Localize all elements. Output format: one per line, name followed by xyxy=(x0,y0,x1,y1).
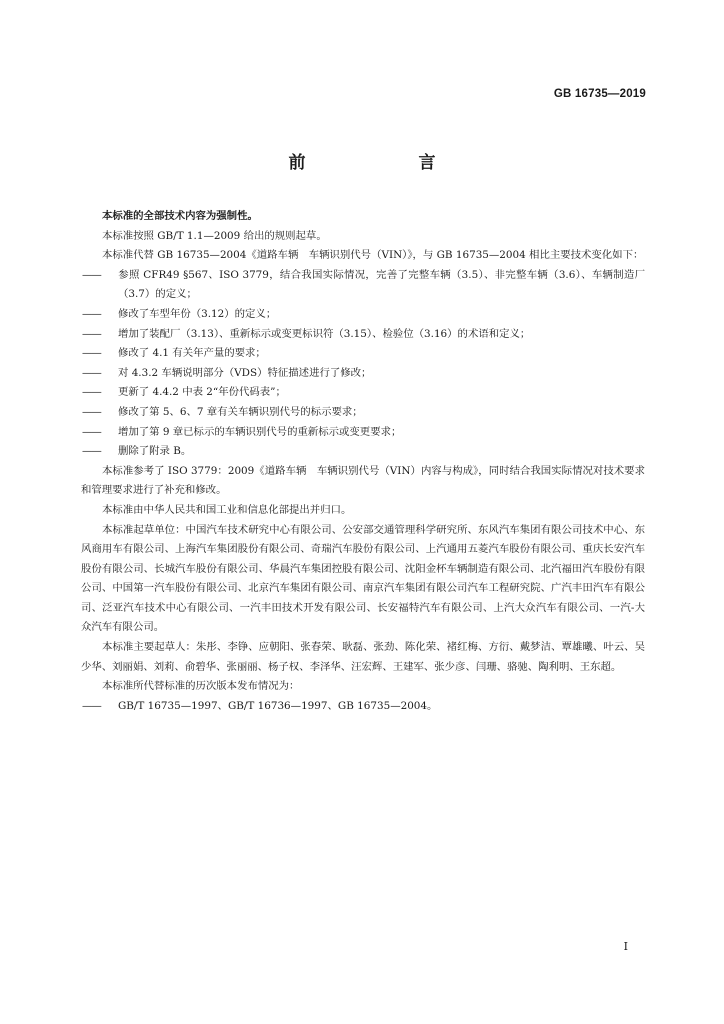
proposer-paragraph: 本标准由中华人民共和国工业和信息化部提出并归口。 xyxy=(102,503,352,516)
change-item xyxy=(81,364,645,384)
page-number: I xyxy=(623,940,628,953)
change-item xyxy=(81,442,645,462)
change-item-text: 增加了装配厂（3.13）、重新标示或变更标识符（3.15）、检验位（3.16）的术语和定义； xyxy=(118,327,531,340)
drafters-paragraph: 本标准主要起草人：朱彤、李铮、应朝阳、张春荣、耿磊、张劲、陈化荣、褚红梅、方衍、戴梦洁、覃雄曦、叶云、吴少华、刘丽娟、刘莉、俞碧华、张丽丽、杨子权、李泽华、汪宏辉、王建军、张少彦、闫珊、骆驰、陶利明、王东超。 xyxy=(81,641,645,673)
drafting-rules-paragraph: 本标准按照 GB/T 1.1—2009 给出的规则起草。 xyxy=(102,229,327,242)
history-item xyxy=(81,697,645,717)
change-item xyxy=(81,325,645,345)
change-item-text: 修改了 4.1 有关年产量的要求； xyxy=(118,347,266,360)
change-item xyxy=(81,344,645,364)
dash-marker: —— xyxy=(82,307,101,320)
dash-marker: —— xyxy=(82,386,101,399)
mandatory-statement: 本标准的全部技术内容为强制性。 xyxy=(102,210,258,222)
change-item-text: 修改了第 5、6、7 章有关车辆识别代号的标示要求； xyxy=(118,405,363,418)
change-item-text: 修改了车型年份（3.12）的定义； xyxy=(118,307,277,320)
change-item xyxy=(81,423,645,443)
dash-marker: —— xyxy=(82,699,101,712)
history-intro-paragraph: 本标准所代替标准的历次版本发布情况为： xyxy=(102,680,300,693)
change-item xyxy=(81,305,645,325)
page-title: 前 言 xyxy=(288,153,484,173)
standard-code: GB 16735—2019 xyxy=(553,88,646,100)
change-item-text: 参照 CFR49 §567、ISO 3779，结合我国实际情况，完善了完整车辆（3.5）、非完整车辆（3.6）、车辆制造厂（3.7）的定义； xyxy=(118,268,645,301)
change-item-text: 更新了 4.4.2 中表 2“年份代码表”； xyxy=(118,386,286,399)
reference-paragraph: 本标准参考了 ISO 3779：2009《道路车辆 车辆识别代号（VIN）内容与构成》，同时结合我国实际情况对技术要求和管理要求进行了补充和修改。 xyxy=(81,464,645,497)
dash-marker: —— xyxy=(82,268,101,281)
replacement-paragraph: 本标准代替 GB 16735—2004《道路车辆 车辆识别代号（VIN）》，与 GB 16735—2004 相比主要技术变化如下： xyxy=(102,249,644,262)
change-item xyxy=(81,266,645,305)
dash-marker: —— xyxy=(82,327,101,340)
change-item-text: 对 4.3.2 车辆说明部分（VDS）特征描述进行了修改； xyxy=(118,366,372,379)
change-item xyxy=(81,383,645,403)
change-item-text: 增加了第 9 章已标示的车辆识别代号的重新标示或变更要求； xyxy=(118,425,402,438)
dash-marker: —— xyxy=(82,445,101,458)
history-item-text: GB/T 16735—1997、GB/T 16736—1997、GB 16735—2004。 xyxy=(118,699,438,712)
dash-marker: —— xyxy=(82,425,101,438)
foreword-body xyxy=(81,207,645,716)
dash-marker: —— xyxy=(82,366,101,379)
change-item xyxy=(81,403,645,423)
dash-marker: —— xyxy=(82,347,101,360)
drafting-units-paragraph: 本标准起草单位：中国汽车技术研究中心有限公司、公安部交通管理科学研究所、东风汽车集团有限公司技术中心、东风商用车有限公司、上海汽车集团股份有限公司、奇瑞汽车股份有限公司、上汽通用五菱汽车股份有限公司、重庆长安汽车股份有限公司、长城汽车股份有限公司、华晨汽车集团控股有限公司、沈阳金杯车辆制造有限公司、北汽福田汽车股份有限公司、中国第一汽车股份有限公司、北京汽车集团有限公司、南京汽车集团有限公司汽车工程研究院、广汽丰田汽车有限公司、泛亚汽车技术中心有限公司、一汽丰田技术开发有限公司、长安福特汽车有限公司、上汽大众汽车有限公司、一汽-大众汽车有限公司。 xyxy=(81,523,645,634)
change-item-text: 删除了附录 B。 xyxy=(118,445,192,458)
dash-marker: —— xyxy=(82,405,101,418)
